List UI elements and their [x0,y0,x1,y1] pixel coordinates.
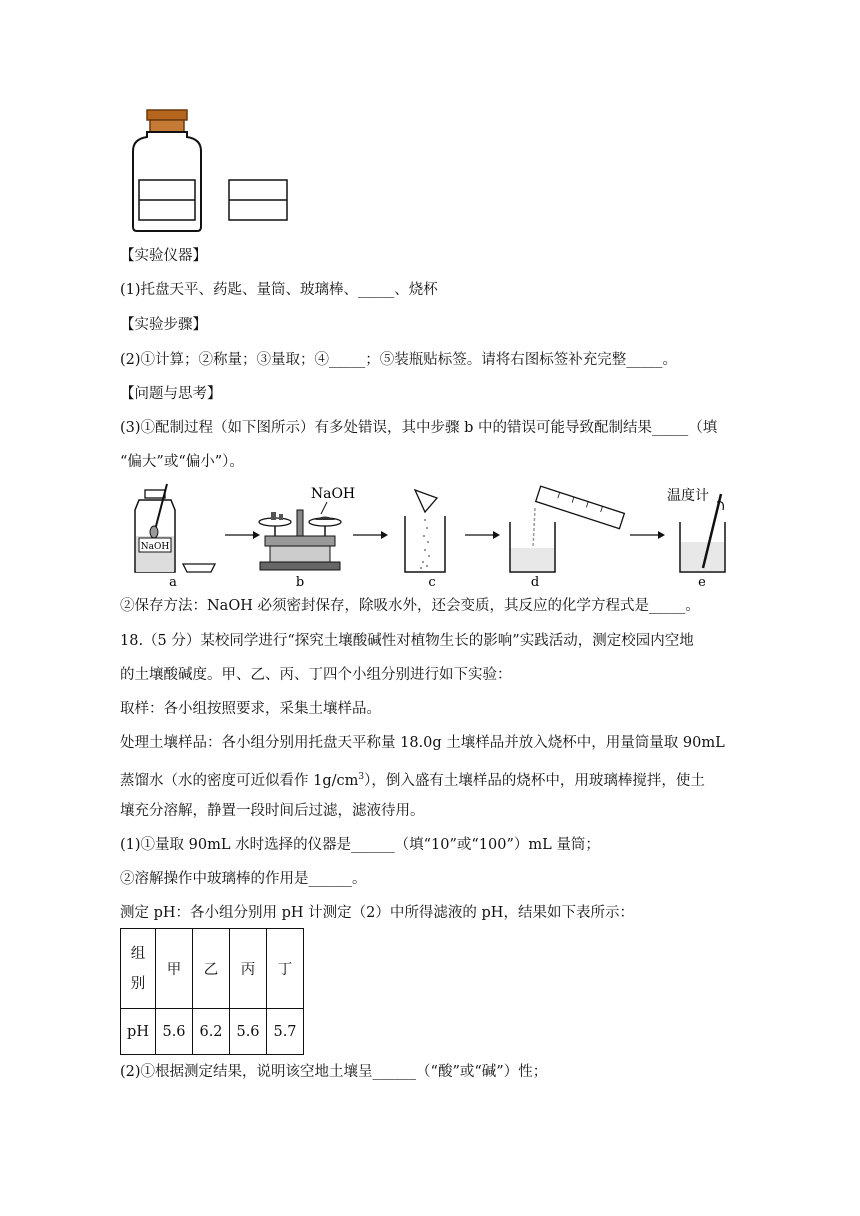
step-e-label: e [698,575,706,590]
group-cell: 乙 [193,929,230,1009]
step-e-thermometer [667,487,725,590]
steps-header: 【实验步骤】 [120,317,207,333]
ph-value-cell: 5.6 [230,1009,267,1055]
q18-part-1-2: ②溶解操作中玻璃棒的作用是______。 [120,871,367,887]
ph-intro: 测定 pH：各小组分别用 pH 计测定（2）中所得滤液的 pH，结果如下表所示： [120,905,634,921]
question-3-line-2: “偏大”或“偏小”）。 [120,454,244,470]
ph-table [120,928,304,1055]
q18-line-2: 的土壤酸碱度。甲、乙、丙、丁四个小组分别进行如下实验： [120,667,512,683]
table-row [121,929,304,1009]
step-b-label: b [295,575,305,590]
question-2: (2)①计算；②称量；③量取；④_____；⑤装瓶贴标签。请将右图标签补充完整_____。 [120,352,678,368]
question-3-part-2: ②保存方法：NaOH 必须密封保存，除吸水外，还会变质，其反应的化学方程式是_____。 [120,598,700,614]
q18-part-1-1: (1)①量取 90mL 水时选择的仪器是______（填“10”或“100”）mL 量筒； [120,837,600,853]
thermometer-label: 温度计 [667,488,709,504]
question-3-line-1: (3)①配制过程（如下图所示）有多处错误，其中步骤 b 中的错误可能导致配制结果_____（填 [120,420,718,436]
table-row [121,1009,304,1055]
instruments-header: 【实验仪器】 [120,248,207,264]
solution-preparation-figure [125,480,745,590]
treatment-line-3: 壤充分溶解，静置一段时间后过滤，滤液待用。 [120,803,425,819]
group-header-cell: 组 别 [121,929,156,1009]
treatment-line-2: 蒸馏水（水的密度可近似看作 $1g/cm^3$），倒入盛有土壤样品的烧杯中，用玻璃棒搅拌，使土 [120,772,705,789]
step-a-label: a [169,575,177,590]
ph-value-cell: 5.6 [156,1009,193,1055]
q18-part-2-1: (2)①根据测定结果，说明该空地土壤呈______（“酸”或“碱”）性； [120,1064,548,1080]
q18-line-1: 18.（5 分）某校同学进行“探究土壤酸碱性对植物生长的影响”实践活动，测定校园内空地 [120,633,694,649]
group-cell: 丁 [267,929,304,1009]
step-c-label: c [428,575,436,590]
step-b-balance [259,486,355,590]
step-d-label: d [530,575,540,590]
treatment-line-1: 处理土壤样品：各小组分别用托盘天平称量 18.0g 土壤样品并放入烧杯中，用量筒量取 90mL [120,735,725,751]
question-1: (1)托盘天平、药匙、量筒、玻璃棒、_____、烧杯 [120,282,438,298]
bottle-naoh-label: NaOH [140,542,170,552]
ph-value-cell: 5.7 [267,1009,304,1055]
step-c-beaker [405,490,445,590]
sampling-text: 取样：各小组按照要求，采集土壤样品。 [120,701,381,717]
reagent-bottle-figure [125,105,295,235]
group-cell: 甲 [156,929,193,1009]
thinking-header: 【问题与思考】 [120,386,222,402]
ph-row-label: pH [121,1009,156,1055]
group-cell: 丙 [230,929,267,1009]
step-d-pouring [510,486,624,590]
ph-value-cell: 6.2 [193,1009,230,1055]
balance-naoh-label: NaOH [310,486,356,502]
step-a-bottle [135,484,215,590]
